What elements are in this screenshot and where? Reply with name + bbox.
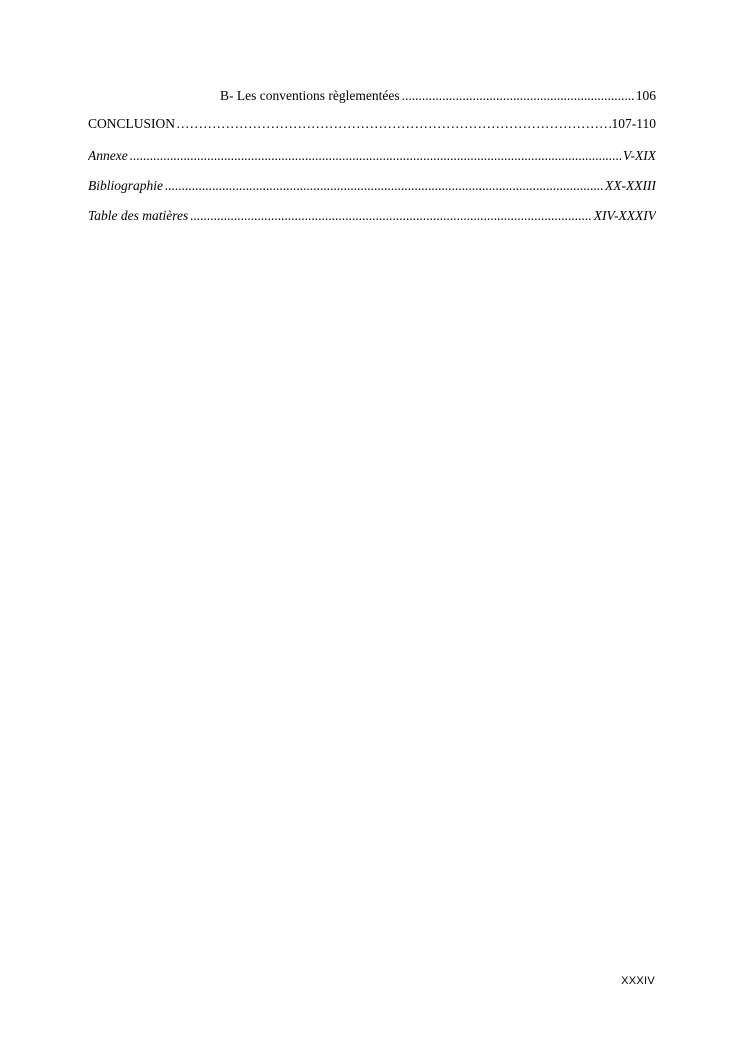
toc-entry-page: 106 bbox=[635, 88, 656, 103]
toc-entry-annexe bbox=[88, 146, 656, 166]
page-number: XXXIV bbox=[621, 975, 655, 987]
toc-entry-label: B- Les conventions règlementées bbox=[220, 88, 400, 103]
toc-entry-label: Bibliographie bbox=[88, 178, 163, 193]
toc-entry-bibliographie bbox=[88, 176, 656, 196]
dot-leader bbox=[402, 86, 634, 106]
toc-entry-label: Table des matières bbox=[88, 208, 189, 223]
toc-entry-conventions-reglementees bbox=[88, 86, 656, 106]
dot-leader bbox=[165, 176, 603, 196]
toc-entry-page: XX-XXIII bbox=[605, 178, 656, 193]
toc-entry-conclusion bbox=[88, 114, 656, 134]
table-of-contents bbox=[88, 86, 656, 236]
toc-entry-page: V-XIX bbox=[623, 148, 656, 163]
dot-leader bbox=[130, 146, 621, 166]
toc-entry-table-des-matieres bbox=[88, 206, 656, 226]
toc-entry-page: XIV-XXXIV bbox=[593, 208, 656, 223]
dot-leader bbox=[190, 206, 592, 226]
toc-entry-page: 107-110 bbox=[611, 116, 656, 131]
toc-entry-label: Annexe bbox=[88, 148, 128, 163]
dot-leader bbox=[176, 114, 610, 134]
toc-entry-label: CONCLUSION bbox=[88, 116, 176, 131]
